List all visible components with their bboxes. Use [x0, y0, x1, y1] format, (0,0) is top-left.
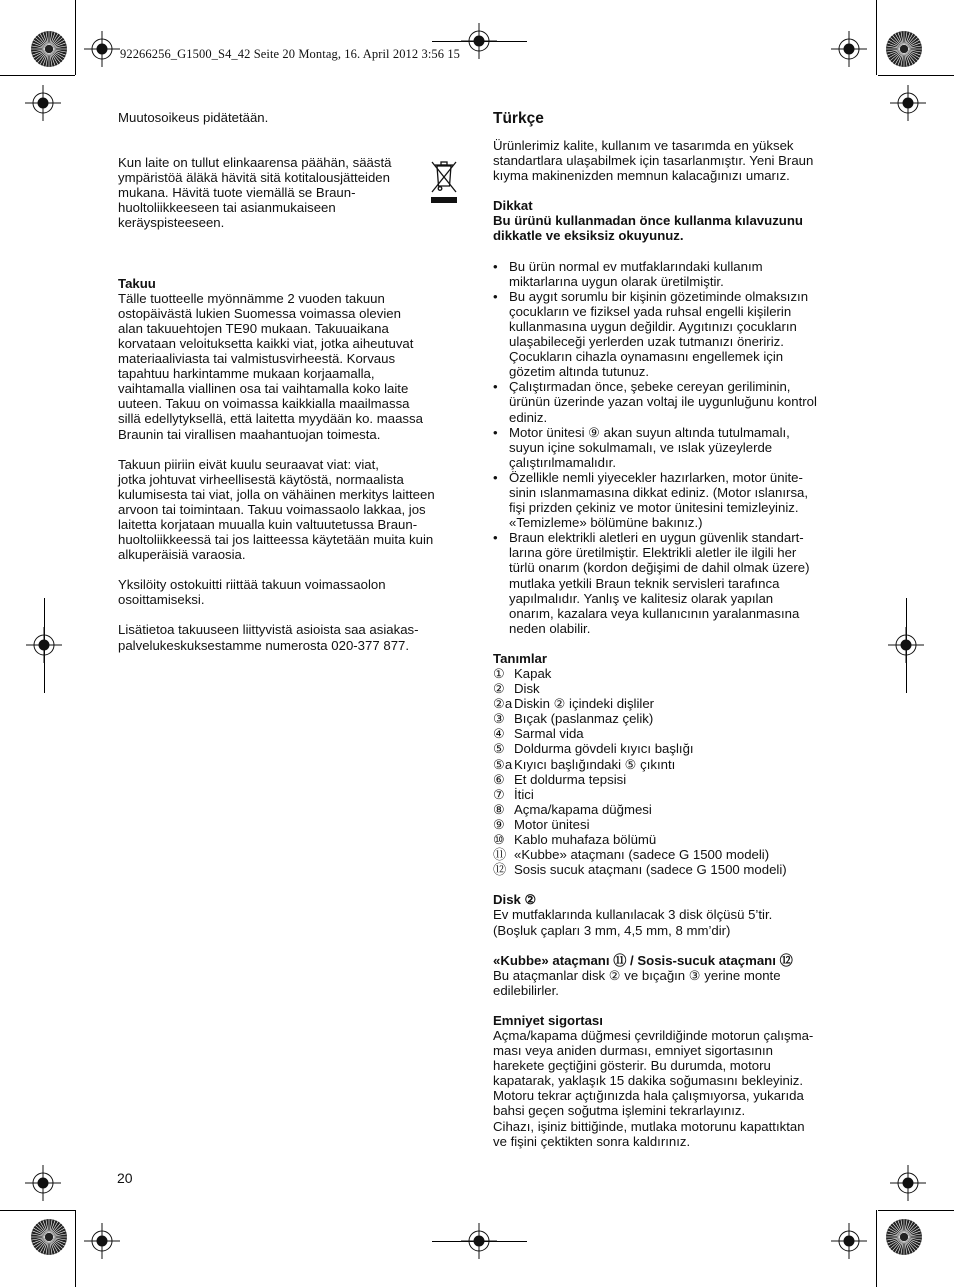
intro-paragraph	[493, 138, 838, 183]
warranty-paragraph-1	[118, 291, 458, 442]
text-line: türlü onarım (kordon değişimi de dahil olmak üzere)	[509, 560, 810, 576]
text-line: osoittamiseksi.	[118, 592, 205, 608]
text-line: huoltoliikkeeseen tai asianmukaiseen	[118, 200, 336, 216]
bullet-icon: •	[493, 469, 498, 485]
text-line: Ürünlerimiz kalite, kullanım ve tasarımda en yüksek	[493, 138, 794, 153]
caution-title: Dikkat	[493, 198, 533, 214]
registration-mark-icon	[831, 1223, 867, 1259]
starburst-color-bar-icon	[885, 30, 923, 68]
text-line: gözetim altında tutunuz.	[509, 364, 650, 380]
text-line: ostopäivästä lukien Suomessa voimassa olevien	[118, 305, 401, 321]
definition-text: Doldurma gövdeli kıyıcı başlığı	[514, 741, 694, 757]
text-line: Motoru tekrar açtığınızda hala çalışmıyorsa, yukarıda	[493, 1088, 804, 1104]
crossed-out-wheelie-bin-icon	[428, 157, 460, 205]
text-line: miktarlarına uygun olarak üretilmiştir.	[509, 273, 724, 289]
definition-number: ②a	[493, 696, 513, 712]
registration-mark-icon	[890, 1165, 926, 1201]
registration-mark-icon	[461, 1223, 497, 1259]
text-line: Bu ürünü kullanmadan önce kullanma kılavuzunu	[493, 213, 803, 229]
definition-item	[493, 862, 838, 877]
text-line: ması veya aniden durması, emniyet sigortasının	[493, 1043, 774, 1059]
crop-mark	[0, 75, 75, 76]
page-number: 20	[117, 1170, 133, 1186]
bullet-icon: •	[493, 530, 498, 546]
definition-text: Disk	[514, 681, 540, 697]
text-line: laitetta korjataan muualla kuin valtuutetussa Braun-	[118, 516, 418, 532]
text-line: dikkatle ve eksiksiz okuyunuz.	[493, 228, 684, 244]
registration-mark-icon	[25, 1165, 61, 1201]
definition-text: İtici	[514, 786, 534, 802]
definition-text: Motor ünitesi	[514, 816, 590, 832]
bullet-icon: •	[493, 379, 498, 395]
list-item	[493, 259, 838, 289]
definition-number: ⑫	[493, 862, 507, 878]
text-line: Cihazı, işiniz bittiğinde, mutlaka motorunu kapattıktan	[493, 1118, 805, 1134]
text-line: larına göre üretilmiştir. Elektrikli aletler ile ilgili her	[509, 545, 797, 561]
definition-number: ⑦	[493, 786, 505, 802]
crop-mark	[75, 1210, 76, 1287]
definition-number: ⑧	[493, 801, 505, 817]
crop-mark	[878, 75, 954, 76]
definition-number: ④	[493, 726, 505, 742]
text-line: çocukların ve fiziksel yada ruhsal engelli kişilerin	[509, 303, 792, 319]
definitions-list	[493, 666, 838, 877]
definition-text: «Kubbe» ataçmanı (sadece G 1500 modeli)	[514, 847, 770, 863]
definition-item	[493, 802, 838, 817]
text-line: kullanmasına uygun değildir. Aygıtınızı çocukların	[509, 318, 797, 334]
definition-item	[493, 757, 838, 772]
definition-text: Kapak	[514, 666, 552, 681]
definition-text: Sosis sucuk ataçmanı (sadece G 1500 modeli)	[514, 862, 787, 878]
text-line: Bu ataçmanlar disk ② ve bıçağın ③ yerine monte	[493, 967, 781, 983]
text-line: yapılmalıdır. Yanlış ve kalitesiz olarak yapılan	[509, 590, 774, 606]
text-line: alkuperäisiä varaosia.	[118, 547, 246, 563]
caution-bullet-list	[493, 259, 838, 636]
text-line: Braunin tai virallisen maahantuojan toimesta.	[118, 426, 381, 442]
text-line: mukana. Hävitä tuote viemällä se Braun-	[118, 185, 356, 201]
definition-number: ⑨	[493, 816, 505, 832]
definition-item	[493, 772, 838, 787]
text-line: «Temizleme» bölümüne bakınız.)	[509, 515, 703, 531]
definition-number: ⑥	[493, 771, 505, 787]
text-line: ulaşabileceği yerlerden uzak tutmanızı öneririz.	[509, 334, 784, 350]
definition-item	[493, 711, 838, 726]
text-line: kapatarak, yaklaşık 15 dakika soğumasını bekleyiniz.	[493, 1073, 804, 1089]
definition-number: ②	[493, 681, 505, 697]
text-line: çalıştırılmamalıdır.	[509, 454, 616, 470]
text-line: Kun laite on tullut elinkaarensa päähän, säästä	[118, 155, 392, 171]
definition-item	[493, 847, 838, 862]
definition-item	[493, 681, 838, 696]
text-line: Bu aygıt sorumlu bir kişinin gözetiminde olmaksızın	[509, 288, 809, 304]
text-line: Motor ünitesi ⑨ akan suyun altında tutulmamalı,	[509, 424, 790, 440]
attachments-paragraph	[493, 968, 838, 998]
definition-item	[493, 787, 838, 802]
text-line: Takuun piiriin eivät kuulu seuraavat viat: viat,	[118, 456, 379, 472]
disposal-paragraph	[118, 155, 418, 230]
definition-text: Sarmal vida	[514, 726, 584, 742]
registration-mark-icon	[831, 31, 867, 67]
list-item	[493, 530, 838, 636]
crop-mark	[878, 1210, 954, 1211]
list-item	[493, 289, 838, 380]
definition-number: ⑩	[493, 832, 505, 848]
definition-number: ⑤	[493, 741, 505, 757]
text-line: Braun elektrikli aletleri en uygun güvenlik standart-	[509, 530, 804, 546]
text-line: keräyspisteeseen.	[118, 215, 225, 231]
text-line: standartlara ulaşabilmek için tasarlanmıştır. Yeni Braun	[493, 153, 814, 169]
text-line: tapahtuu harkintamme mukaan korjaamalla,	[118, 366, 375, 382]
definitions-title: Tanımlar	[493, 650, 547, 666]
fuse-paragraph	[493, 1028, 838, 1149]
text-line: Çocukların cihazla oynamasını engellemek için	[509, 349, 784, 365]
text-line: kıyma makinenizden memnun kalacağınızı umarız.	[493, 168, 790, 184]
text-line: Yksilöity ostokuitti riittää takuun voimassaolon	[118, 577, 386, 593]
registration-mark-icon	[84, 31, 120, 67]
section-title: Türkçe	[493, 110, 544, 127]
definition-number: ⑤a	[493, 756, 513, 772]
list-item	[493, 379, 838, 424]
text-line: huoltoliikkeessä tai jos laitteessa käytetään muita kuin	[118, 532, 434, 548]
reservation-note: Muutosoikeus pidätetään.	[118, 110, 269, 125]
text-line: ürünün üzerinde yazan voltaj ile uygunluğunu kontrol	[509, 394, 817, 410]
crop-mark	[0, 1210, 75, 1211]
text-line: mutlaka yetkili Braun teknik servisleri tarafınca	[509, 575, 780, 591]
text-line: edilebilirler.	[493, 982, 559, 998]
bullet-icon: •	[493, 258, 498, 274]
starburst-color-bar-icon	[30, 30, 68, 68]
text-line: Özellikle nemli yiyecekler hazırlarken, motor ünite-	[509, 469, 803, 485]
text-line: Tälle tuotteelle myönnämme 2 vuoden takuun	[118, 290, 385, 306]
text-line: arvoon tai toimintaan. Takuu voimassaolo lakkaa, jos	[118, 501, 426, 517]
disk-paragraph	[493, 907, 838, 937]
text-line: suyun içine sokulmamalı, ve ıslak yüzeylerde	[509, 439, 773, 455]
list-item	[493, 470, 838, 530]
text-line: ediniz.	[509, 409, 548, 425]
text-line: bahsi geçen soğutma işlemini tekrarlayınız.	[493, 1103, 746, 1119]
warranty-paragraph-3	[118, 577, 458, 607]
starburst-color-bar-icon	[30, 1218, 68, 1256]
definition-text: Açma/kapama düğmesi	[514, 801, 652, 817]
definition-item	[493, 741, 838, 756]
crop-mark	[876, 1210, 877, 1287]
registration-mark-icon	[26, 627, 62, 663]
definition-text: Bıçak (paslanmaz çelik)	[514, 711, 654, 727]
attachments-title: «Kubbe» ataçmanı ⑪ / Sosis-sucuk ataçmanı ⑫	[493, 952, 793, 968]
text-line: ympäristöä äläkä hävitä sitä kotitalousjätteiden	[118, 170, 390, 186]
text-line: Çalıştırmadan önce, şebeke cereyan geriliminin,	[509, 379, 791, 395]
text-line: vaihtamalla viallinen osa tai vaihtamalla koko laite	[118, 381, 409, 397]
definition-number: ①	[493, 666, 505, 681]
warranty-paragraph-2	[118, 457, 458, 563]
turkish-column	[493, 110, 838, 1149]
text-line: harekete geçtiğini gösterir. Bu durumda, motoru	[493, 1058, 771, 1074]
crop-mark	[75, 0, 76, 75]
text-line: Bu ürün normal ev mutfaklarındaki kullanım	[509, 258, 763, 274]
bullet-icon: •	[493, 288, 498, 304]
warranty-title: Takuu	[118, 275, 156, 291]
text-line: palvelukeskuksestamme numerosta 020-377 877.	[118, 637, 410, 653]
crop-mark	[876, 0, 877, 75]
definition-item	[493, 666, 838, 681]
definition-item	[493, 832, 838, 847]
caution-text	[493, 213, 838, 243]
text-line: (Boşluk çapları 3 mm, 4,5 mm, 8 mm’dir)	[493, 922, 731, 938]
definition-number: ⑪	[493, 847, 507, 863]
text-line: korvataan veloituksetta kaikki viat, jotka aiheutuvat	[118, 335, 414, 351]
definition-text: Kablo muhafaza bölümü	[514, 832, 657, 848]
text-line: fişi prizden çekiniz ve motor ünitesini temizleyiniz.	[509, 500, 799, 516]
definition-text: Kıyıcı başlığındaki ⑤ çıkıntı	[514, 756, 676, 772]
print-slug: 92266256_G1500_S4_42 Seite 20 Montag, 16. April 2012 3:56 15	[120, 47, 461, 61]
text-line: jotka johtuvat virheellisestä käytöstä, normaalista	[118, 471, 404, 487]
definition-item	[493, 726, 838, 741]
fuse-title: Emniyet sigortası	[493, 1012, 603, 1028]
definition-number: ③	[493, 711, 505, 727]
text-line: alan takuuehtojen TE90 mukaan. Takuuaikana	[118, 320, 389, 336]
definition-text: Et doldurma tepsisi	[514, 771, 627, 787]
registration-mark-icon	[890, 85, 926, 121]
text-line: Ev mutfaklarında kullanılacak 3 disk ölçüsü 5’tir.	[493, 907, 773, 923]
text-line: ve fişini çektikten sonra kaldırınız.	[493, 1133, 691, 1149]
text-line: materiaaliviasta tai valmistusvirheestä. Korvaus	[118, 351, 396, 367]
text-line: Lisätietoa takuuseen liittyvistä asioista saa asiakas-	[118, 622, 419, 638]
warranty-paragraph-4	[118, 622, 458, 652]
definition-text: Diskin ② içindeki dişliler	[514, 696, 655, 712]
registration-mark-icon	[25, 85, 61, 121]
text-line: sillä edellytyksellä, että laitetta myydään ko. maassa	[118, 411, 423, 427]
finnish-column	[118, 110, 458, 653]
text-line: Açma/kapama düğmesi çevrildiğinde motorun çalışma-	[493, 1027, 814, 1043]
text-line: onarım, kazalara veya kullanıcının yaralanmasına	[509, 605, 800, 621]
definition-item	[493, 696, 838, 711]
registration-mark-icon	[888, 627, 924, 663]
starburst-color-bar-icon	[885, 1218, 923, 1256]
bullet-icon: •	[493, 424, 498, 440]
list-item	[493, 425, 838, 470]
text-line: sinin ıslanmamasına dikkat ediniz. (Motor ıslanırsa,	[509, 484, 809, 500]
text-line: neden olabilir.	[509, 620, 591, 636]
disk-title: Disk ②	[493, 892, 537, 908]
text-line: kulumisesta tai viat, jolla on vähäinen merkitys laitteen	[118, 486, 435, 502]
registration-mark-icon	[461, 23, 497, 59]
text-line: uuteen. Takuu on voimassa kaikkialla maailmassa	[118, 396, 410, 412]
registration-mark-icon	[84, 1223, 120, 1259]
definition-item	[493, 817, 838, 832]
